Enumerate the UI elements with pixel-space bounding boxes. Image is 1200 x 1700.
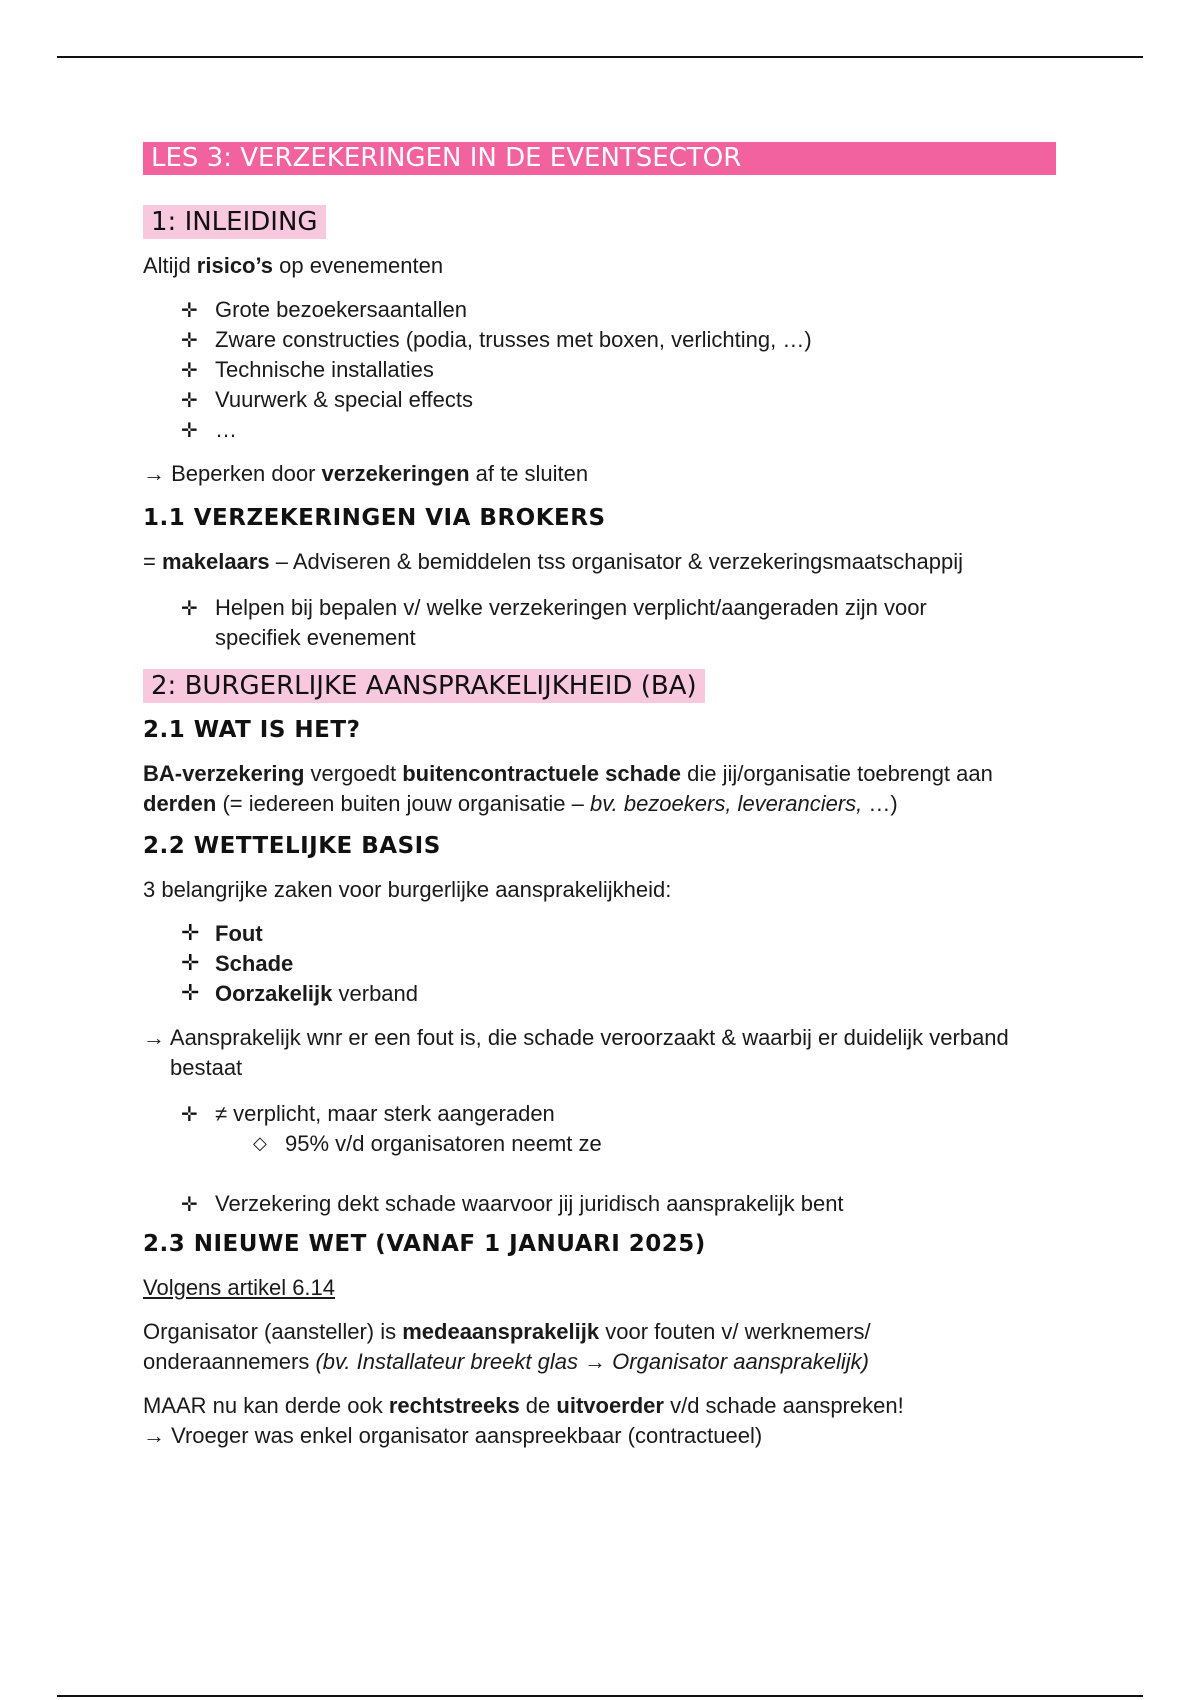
section-1-heading: 1: INLEIDING xyxy=(143,205,326,239)
list-item: ✛ Verzekering dekt schade waarvoor jij juridisch aansprakelijk bent xyxy=(181,1189,1063,1219)
subsection-2-3-heading: 2.3 NIEUWE WET (VANAF 1 JANUARI 2025) xyxy=(143,1231,706,1257)
ba-sub-list xyxy=(181,1129,1063,1159)
risk-list xyxy=(143,295,1063,445)
top-rule xyxy=(57,56,1143,58)
subsection-2-1-heading: 2.1 WAT IS HET? xyxy=(143,717,361,743)
legal-basis-intro: 3 belangrijke zaken voor burgerlijke aansprakelijkheid: xyxy=(143,877,672,902)
new-law-paragraph-1: Organisator (aansteller) is medeaansprakelijk voor fouten v/ werknemers/ onderaannemers (bv. Installateur breekt glas → Organisator aansprakelijk) xyxy=(143,1319,871,1374)
list-item: ✛ ≠ verplicht, maar sterk aangeraden xyxy=(181,1099,1063,1129)
list-item: ✛ Oorzakelijk verband xyxy=(181,979,1063,1009)
ba-notes-list xyxy=(143,1099,1063,1129)
new-law-paragraph-2: MAAR nu kan derde ook rechtstreeks de uitvoerder v/d schade aanspreken! xyxy=(143,1393,904,1418)
section-1-intro: Altijd risico’s op evenementen xyxy=(143,253,444,278)
new-law-paragraph-3: → Vroeger was enkel organisator aanspreekbaar (contractueel) xyxy=(143,1423,763,1448)
list-item: ✛ Helpen bij bepalen v/ welke verzekeringen verplicht/aangeraden zijn voor specifiek evenement xyxy=(181,593,941,653)
list-item: ✛ Zware constructies (podia, trusses met boxen, verlichting, …) xyxy=(181,325,1063,355)
bottom-rule xyxy=(57,1695,1143,1697)
list-item: ✛ Fout xyxy=(181,919,1063,949)
list-item: ✛ … xyxy=(181,415,1063,445)
ba-coverage-list xyxy=(143,1189,1063,1219)
legal-basis-list xyxy=(143,919,1063,1009)
list-item: ✛ Schade xyxy=(181,949,1063,979)
list-item: ✛ Grote bezoekersaantallen xyxy=(181,295,1063,325)
subsection-1-1-heading: 1.1 VERZEKERINGEN VIA BROKERS xyxy=(143,505,606,531)
subsection-2-2-heading: 2.2 WETTELIJKE BASIS xyxy=(143,833,441,859)
legal-basis-conclusion: → Aansprakelijk wnr er een fout is, die schade veroorzaakt & waarbij er duidelijk verband bestaat xyxy=(143,1025,1009,1080)
ba-definition: BA-verzekering vergoedt buitencontractuele schade die jij/organisatie toebrengt aan derden (= iedereen buiten jouw organisatie – bv. bezoekers, leveranciers, …) xyxy=(143,761,993,816)
list-item: ◇ 95% v/d organisatoren neemt ze xyxy=(253,1129,1063,1159)
document-body xyxy=(143,142,1063,1451)
section-2-heading: 2: BURGERLIJKE AANSPRAKELIJKHEID (BA) xyxy=(143,669,705,703)
section-1-conclusion: → Beperken door verzekeringen af te sluiten xyxy=(143,461,589,486)
list-item: ✛ Technische installaties xyxy=(181,355,1063,385)
page-title: LES 3: VERZEKERINGEN IN DE EVENTSECTOR xyxy=(143,142,1056,175)
article-reference: Volgens artikel 6.14 xyxy=(143,1275,336,1300)
brokers-definition: = makelaars – Adviseren & bemiddelen tss organisator & verzekeringsmaatschappij xyxy=(143,549,963,574)
list-item: ✛ Vuurwerk & special effects xyxy=(181,385,1063,415)
brokers-list xyxy=(143,593,941,653)
